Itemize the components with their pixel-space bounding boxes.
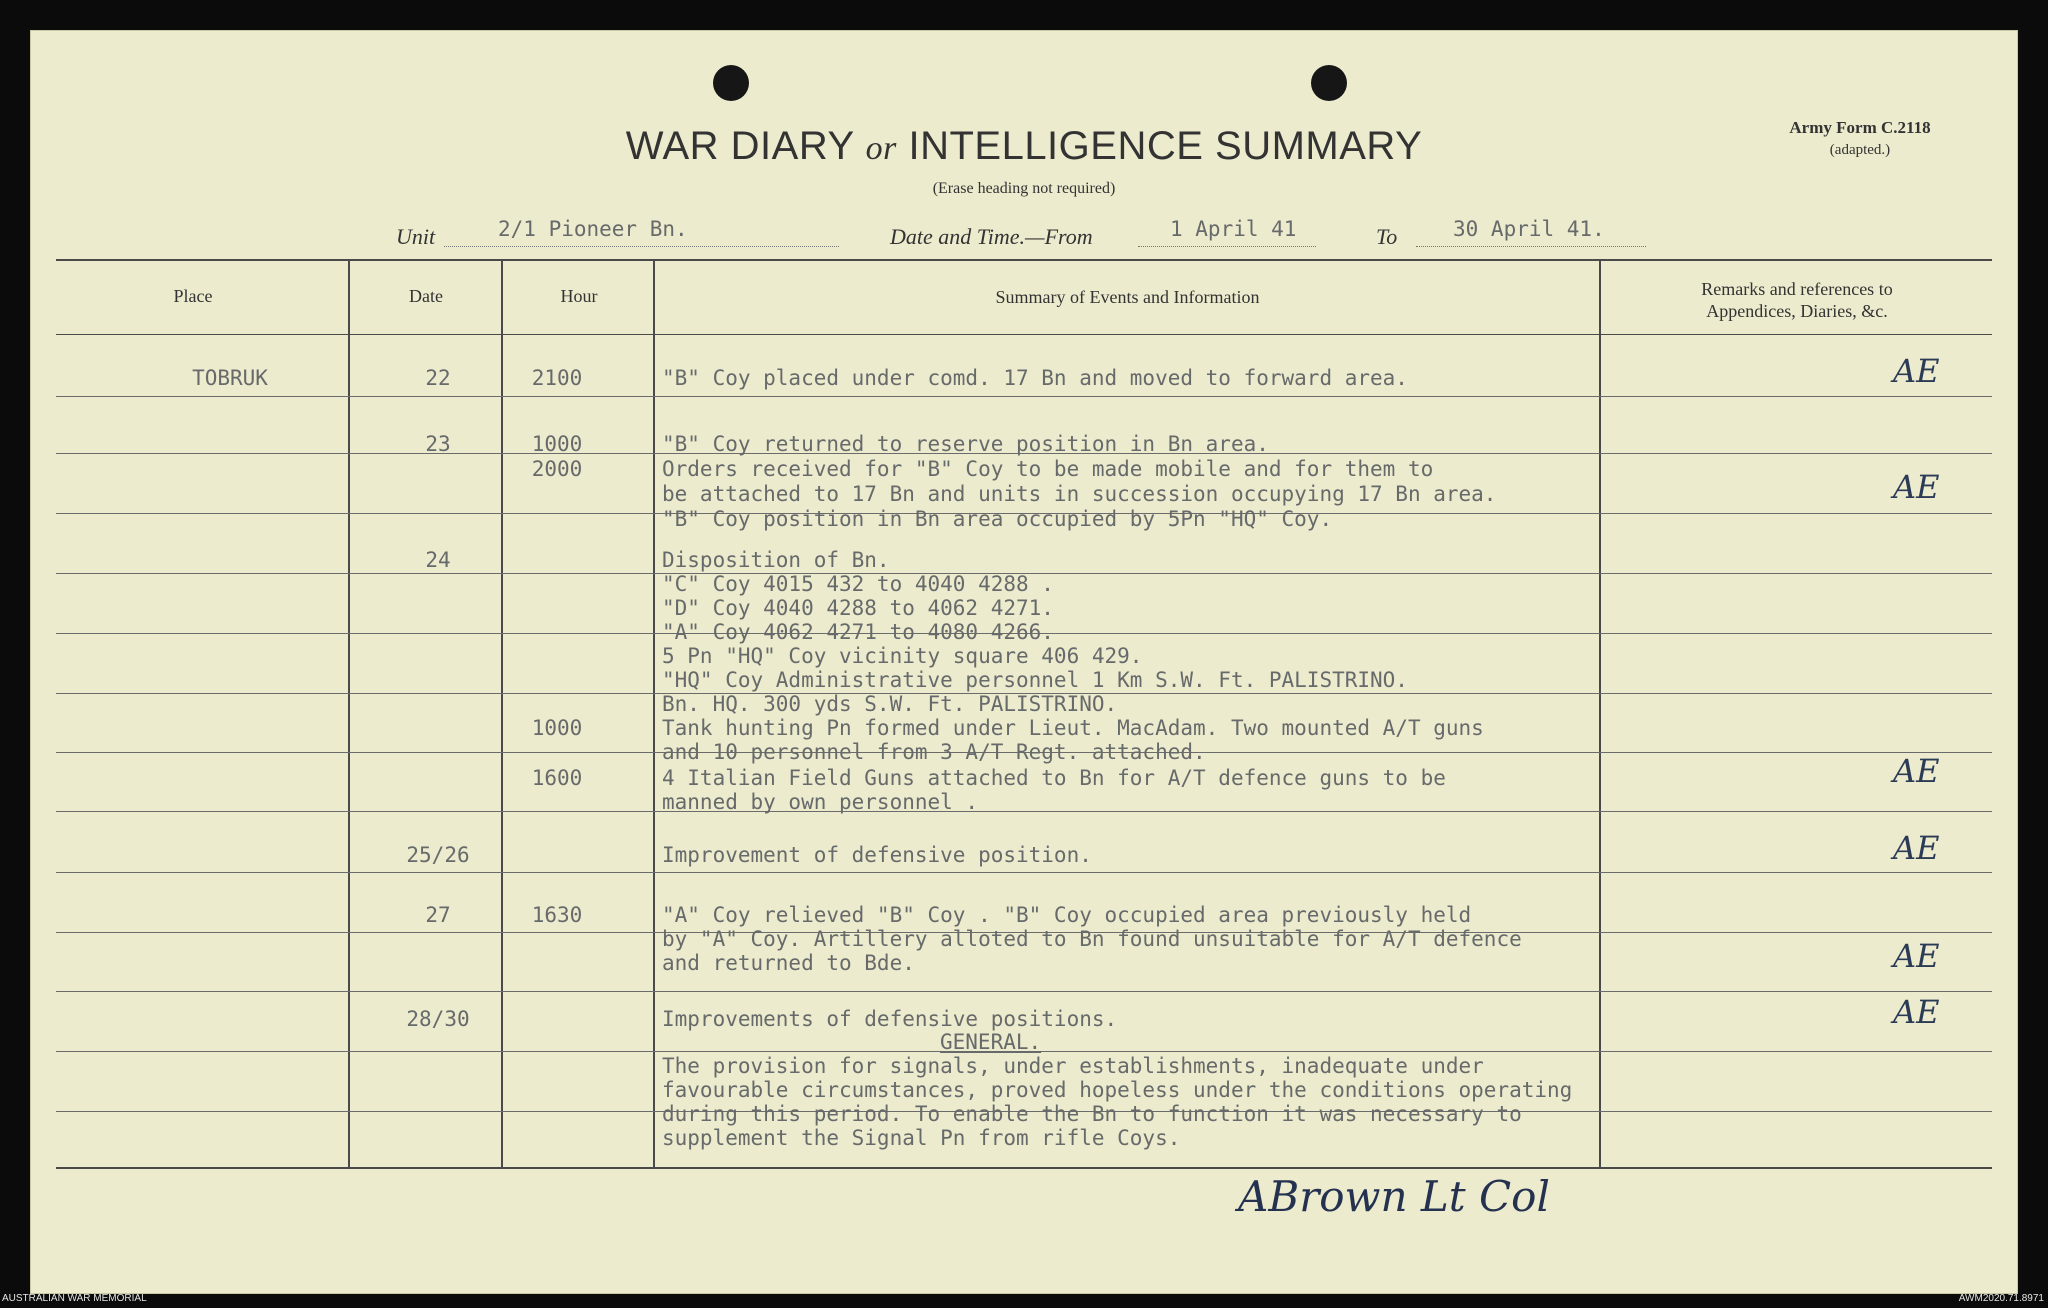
table-rule-line	[56, 872, 1992, 873]
entry-summary-line: during this period. To enable the Bn to function it was necessary to	[662, 1102, 1522, 1126]
entry-date: 25/26	[406, 843, 470, 867]
entry-summary-line: Improvements of defensive positions.	[662, 1007, 1118, 1031]
entry-hour: 2100	[531, 366, 583, 390]
entry-summary-line: The provision for signals, under establishments, inadequate under	[662, 1054, 1484, 1078]
unit-label: Unit	[396, 224, 436, 249]
to-label: To	[1376, 224, 1398, 249]
date-from-label: Date and Time.—From	[890, 224, 1093, 249]
entry-summary-line: be attached to 17 Bn and units in succession occupying 17 Bn area.	[662, 482, 1497, 506]
footer-left: AUSTRALIAN WAR MEMORIAL	[2, 1293, 147, 1304]
punch-hole-right	[1311, 65, 1347, 101]
table-bottom-border	[56, 1167, 1992, 1169]
entry-initials: AE	[1893, 352, 1940, 390]
entry-summary-line: "A" Coy 4062 4271 to 4080 4266.	[662, 620, 1054, 644]
col-header-hour: Hour	[560, 286, 598, 306]
entry-initials: AE	[1893, 468, 1940, 506]
col-header-remarks-1: Remarks and references to	[1701, 279, 1893, 299]
entry-initials: AE	[1893, 829, 1940, 867]
entry-hour: 2000	[531, 457, 583, 481]
page-title: WAR DIARY or INTELLIGENCE SUMMARY	[625, 124, 1423, 168]
entry-summary-line: and 10 personnel from 3 A/T Regt. attached.	[662, 740, 1206, 764]
col-header-remarks-2: Appendices, Diaries, &c.	[1706, 301, 1888, 321]
entry-summary-line: Orders received for "B" Coy to be made mobile and for them to	[662, 457, 1434, 481]
entry-summary-line: Disposition of Bn.	[662, 548, 890, 572]
unit-value: 2/1 Pioneer Bn.	[498, 217, 688, 241]
entry-summary-line: Improvement of defensive position.	[662, 843, 1092, 867]
army-form-adapted: (adapted.)	[1829, 142, 1891, 158]
entry-summary-line: 5 Pn "HQ" Coy vicinity square 406 429.	[662, 644, 1143, 668]
entry-summary-line: favourable circumstances, proved hopeless under the conditions operating	[662, 1078, 1573, 1102]
col-header-place: Place	[173, 286, 213, 306]
entry-summary-line: supplement the Signal Pn from rifle Coys.	[662, 1126, 1181, 1150]
officer-signature: ABrown Lt Col	[1238, 1172, 1550, 1221]
entry-date: 24	[425, 548, 451, 572]
page-subtitle: (Erase heading not required)	[932, 180, 1116, 197]
entry-hour: 1630	[531, 903, 583, 927]
entry-summary-line: "A" Coy relieved "B" Coy . "B" Coy occupied area previously held	[662, 903, 1472, 927]
entry-date: 27	[425, 903, 451, 927]
entry-hour: 1000	[531, 432, 583, 456]
from-value: 1 April 41	[1170, 217, 1297, 241]
entry-summary-line: "HQ" Coy Administrative personnel 1 Km S.W. Ft. PALISTRINO.	[662, 668, 1408, 692]
entry-summary-line: "D" Coy 4040 4288 to 4062 4271.	[662, 596, 1054, 620]
table-rule-line	[56, 811, 1992, 812]
entry-date: 22	[425, 366, 451, 390]
entry-summary-line: "B" Coy placed under comd. 17 Bn and moved to forward area.	[662, 366, 1408, 390]
entry-summary-line: manned by own personnel .	[662, 790, 979, 814]
entry-summary-line: 4 Italian Field Guns attached to Bn for A/T defence guns to be	[662, 766, 1446, 790]
table-rule-line	[56, 396, 1992, 397]
entry-hour: 1000	[531, 716, 583, 740]
entry-summary-line: Bn. HQ. 300 yds S.W. Ft. PALISTRINO.	[662, 692, 1118, 716]
header-bottom-border	[56, 334, 1992, 335]
entry-place: TOBRUK	[192, 366, 268, 390]
col-header-date: Date	[409, 286, 443, 306]
entry-summary-line: and returned to Bde.	[662, 951, 915, 975]
entry-summary-line: "B" Coy returned to reserve position in Bn area.	[662, 432, 1269, 456]
entry-summary-line: by "A" Coy. Artillery alloted to Bn found unsuitable for A/T defence	[662, 927, 1522, 951]
entry-initials: AE	[1893, 752, 1940, 790]
entry-hour: 1600	[531, 766, 583, 790]
entry-summary-line: GENERAL.	[940, 1030, 1042, 1054]
punch-hole-left	[713, 65, 749, 101]
army-form-number: Army Form C.2118	[1789, 118, 1931, 137]
entry-initials: AE	[1893, 937, 1940, 975]
table-top-border	[56, 259, 1992, 261]
footer-right: AWM2020.71.8971	[1958, 1293, 2044, 1304]
entry-summary-line: "B" Coy position in Bn area occupied by 5Pn "HQ" Coy.	[662, 507, 1333, 531]
table-rule-line	[56, 991, 1992, 992]
entry-initials: AE	[1893, 993, 1940, 1031]
entry-summary-line: Tank hunting Pn formed under Lieut. MacAdam. Two mounted A/T guns	[662, 716, 1484, 740]
to-value: 30 April 41.	[1453, 217, 1605, 241]
entry-date: 28/30	[406, 1007, 470, 1031]
entry-date: 23	[425, 432, 451, 456]
entry-summary-line: "C" Coy 4015 432 to 4040 4288 .	[662, 572, 1054, 596]
col-header-summary: Summary of Events and Information	[995, 287, 1260, 307]
